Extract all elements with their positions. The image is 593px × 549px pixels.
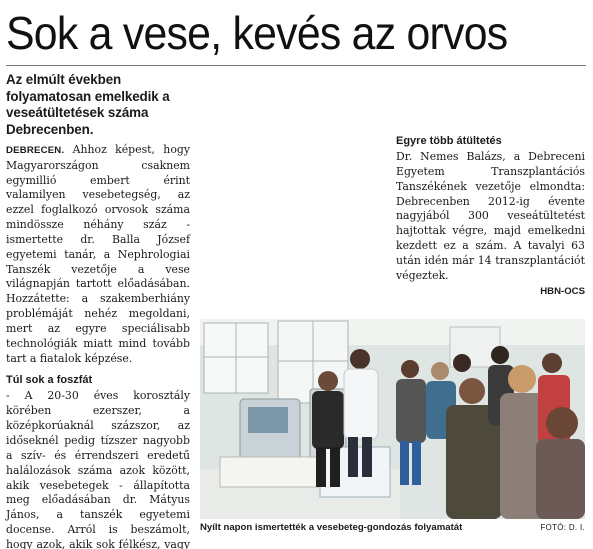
column-1 [6, 72, 190, 549]
newspaper-photo-icon [200, 319, 585, 519]
subhead-phosphate: Túl sok a foszfát [6, 374, 93, 387]
photo-caption-bar [200, 520, 585, 537]
column-2 [200, 72, 387, 312]
subhead-transplants: Egyre több átültetés [396, 135, 502, 147]
photo-credit: FOTÓ: D. I. [540, 523, 585, 532]
body-paragraph-1-text: Ahhoz képest, hogy Magyarországon csaknem egymillió embert érint valamilyen vesebetegség, az ezzel foglalkozó orvosok száma mindössze néhány száz - ismertette dr. Balla József egyetemi tanár, a Nephrologiai Tanszék vezetője a vese világnapján tartott előadásában. Hozzátette: a szakemberhiány problémáját nehéz megoldani, mert az egyre speciálisabb technológiák miatt mind tovább tart a fiatalok képzése. [6, 142, 190, 365]
body-paragraph-1 [6, 143, 190, 367]
article-photo [200, 319, 585, 519]
body-paragraph-4: Dr. Nemes Balázs, a Debreceni Egyetem Transzplantációs Tanszékének vezetője elmondta: Debrecenben 2012-ig évente nagyjából 300 veseátültetést hajtottak végre, majd emelkedni kezdett ez a szám. A tavalyi 63 után idén már 14 transzplantációt végeztek. [396, 150, 585, 282]
column-3-lower [396, 134, 585, 299]
headline-rule [6, 65, 586, 66]
dateline: DEBRECEN. [6, 144, 65, 156]
column-3 [396, 72, 585, 312]
lead-paragraph: Az elmúlt években folyamatosan emelkedik a veseátültetések száma Debrecenben. [6, 72, 170, 138]
byline: HBN-OCS [540, 285, 585, 297]
body-paragraph-2: - A 20-30 éves korosztály körében ezerszer, a középkorúaknál százszor, az időseknél pedig tízszer nagyobb a szív- és érrendszeri eredetű halálozások száma azok között, akik vesebetegek - állapította meg előadásában dr. Mátyus János, a tanszék egyetemi docense. Arról is beszámolt, hogy azok, akik sok félkész, vagy [6, 389, 190, 549]
photo-caption: Nyílt napon ismertették a vesebeteg-gondozás folyamatát [200, 522, 463, 533]
headline: Sok a vese, kevés az orvos [6, 7, 508, 59]
